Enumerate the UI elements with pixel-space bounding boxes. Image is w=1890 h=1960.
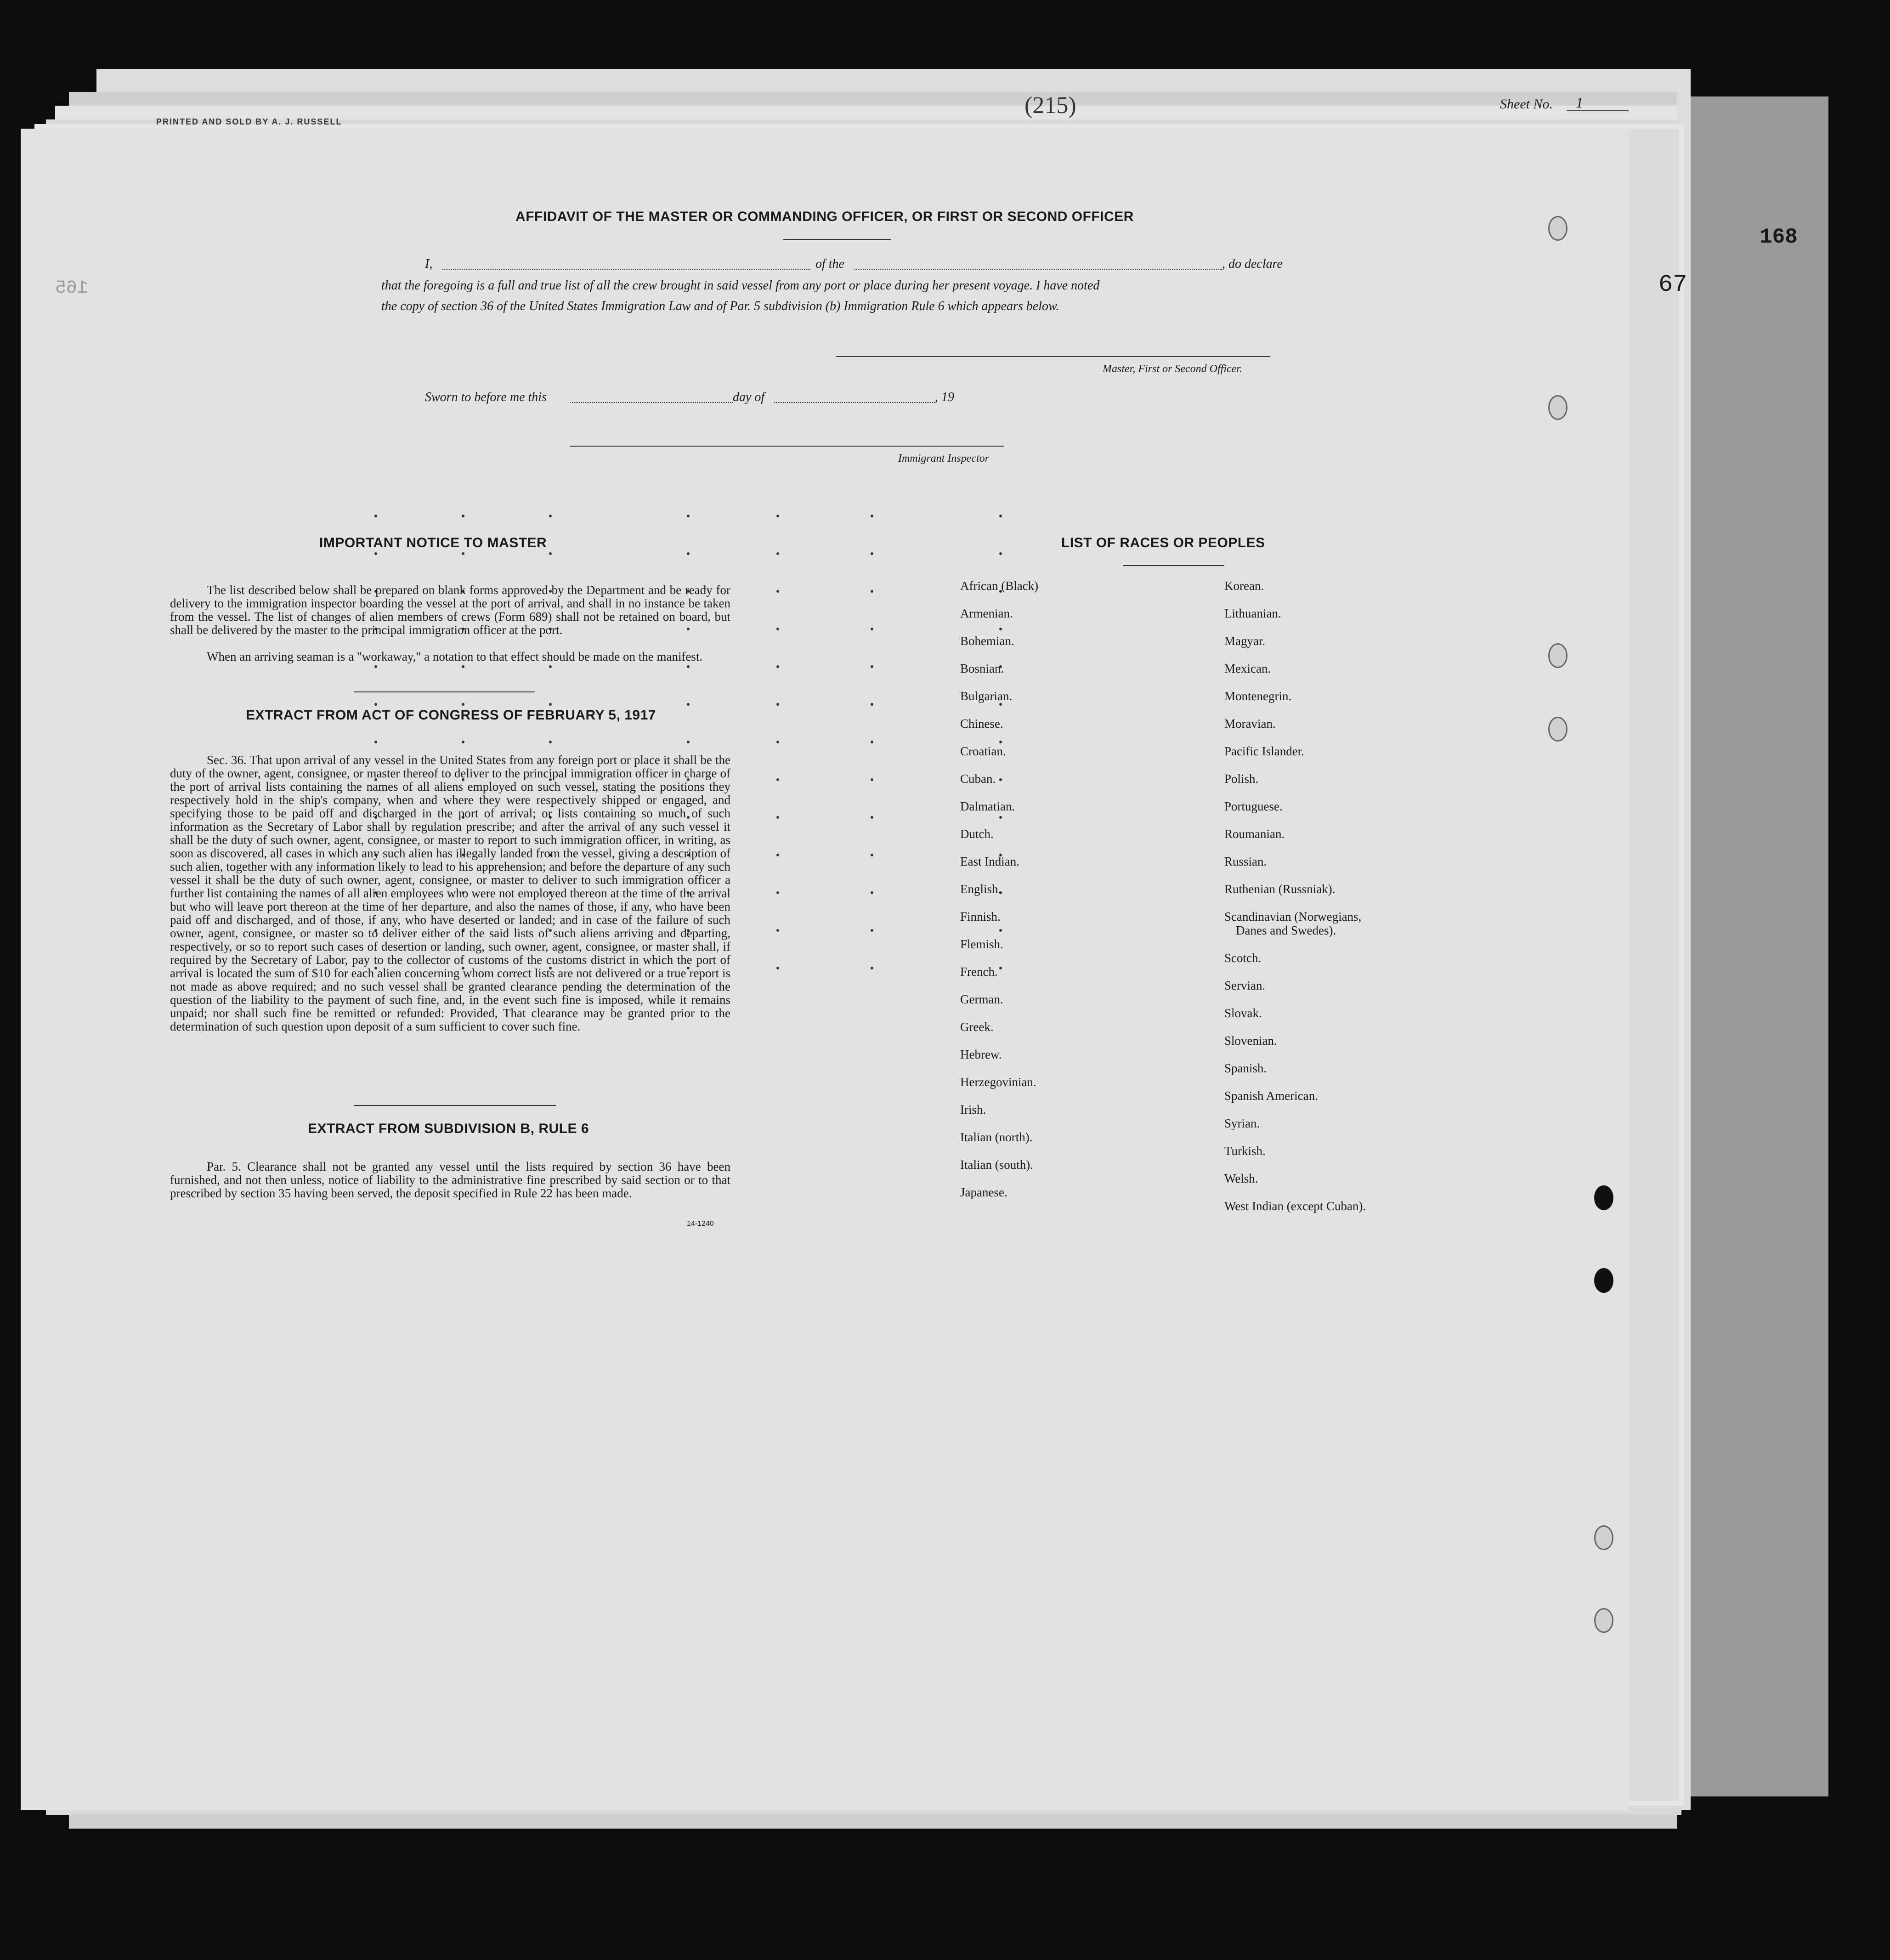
grid-dot (776, 703, 779, 706)
race-item: Mexican. (1224, 662, 1271, 675)
grid-dot (687, 665, 690, 668)
grid-dot (999, 967, 1002, 969)
grid-dot (776, 741, 779, 743)
races-title: LIST OF RACES OR PEOPLES (1061, 535, 1265, 550)
sworn-year-label: , 19 (935, 390, 954, 404)
race-item: Cuban. (960, 772, 996, 786)
race-item: Pacific Islander. (1224, 744, 1304, 758)
sheet-number-value: 1 (1576, 94, 1583, 111)
binder-hole (1594, 1525, 1613, 1550)
race-item: Welsh. (1224, 1172, 1258, 1185)
race-item: Ruthenian (Russniak). (1224, 882, 1335, 896)
grid-dot (462, 741, 464, 743)
race-item: Turkish. (1224, 1144, 1266, 1158)
vessel-label: of the (815, 257, 844, 271)
grid-dot (871, 628, 873, 630)
grid-dot (462, 515, 464, 517)
race-item: West Indian (except Cuban). (1224, 1199, 1366, 1213)
race-item: Lithuanian. (1224, 606, 1281, 620)
race-item: Spanish American. (1224, 1089, 1318, 1103)
sheet-number-label: Sheet No. (1500, 96, 1553, 112)
grid-dot (687, 703, 690, 706)
race-item: Herzegovinian. (960, 1075, 1036, 1089)
race-item: Portuguese. (1224, 799, 1283, 813)
race-item: Italian (north). (960, 1130, 1033, 1144)
race-item: Bosnian. (960, 662, 1004, 675)
grid-dot (871, 703, 873, 706)
grid-dot (776, 665, 779, 668)
binder-hole (1548, 395, 1567, 420)
race-item: German. (960, 992, 1003, 1006)
sheet-number-rule (1567, 110, 1629, 111)
printer-imprint: PRINTED AND SOLD BY A. J. RUSSELL (156, 117, 342, 126)
sworn-month-field[interactable] (774, 402, 935, 403)
sworn-day-field[interactable] (570, 402, 733, 403)
handwritten-number: (215) (1024, 92, 1076, 119)
race-item: Japanese. (960, 1185, 1007, 1199)
race-item: Syrian. (1224, 1116, 1260, 1130)
stamp-number: 168 (1760, 225, 1798, 249)
race-item: Hebrew. (960, 1048, 1002, 1061)
grid-dot (776, 967, 779, 969)
rule-extract-title: EXTRACT FROM SUBDIVISION B, RULE 6 (308, 1121, 589, 1136)
grid-dot (871, 854, 873, 856)
grid-dot (776, 515, 779, 517)
declarant-name-field[interactable] (442, 269, 810, 270)
race-item: Servian. (1224, 979, 1266, 992)
notice-title: IMPORTANT NOTICE TO MASTER (319, 535, 547, 550)
grid-dot (999, 816, 1002, 819)
grid-dot (776, 891, 779, 894)
grid-dot (462, 665, 464, 668)
grid-dot (871, 929, 873, 932)
grid-dot (549, 703, 552, 706)
race-item: Dutch. (960, 827, 994, 841)
race-item: Korean. (1224, 579, 1264, 593)
race-item: Roumanian. (1224, 827, 1285, 841)
grid-dot (871, 891, 873, 894)
act-extract-body: Sec. 36. That upon arrival of any vessel in the United States from any foreign port or place it shall be the duty of the owner, agent, consignee, or master thereof to deliver to the principal immigration officer in charge of the port of arrival lists containing the names of all aliens employed on such vessel, stating the positions they respectively hold in the ship's company, when and where they were respectively shipped or engaged, and specifying those to be paid off and discharged in the port of arrival; or lists containing so much of such information as the Secretary of Labor shall by regulation prescribe; and after the arrival of any such vessel it shall be the duty of such owner, agent, consignee, or master to report to such immigration officer, in writing, as soon as discovered, all cases in which any such alien has illegally landed from the vessel, giving a description of such alien, together with any information likely to lead to his apprehension; and before the departure of any such vessel it shall be the duty of such owner, agent, consignee, or master to deliver to such immigration officer a further list containing the names of all alien employees who were not employed thereon at the time of the arrival but who will leave port thereon at the time of her departure, and also the names of those, if any, who have been paid off and discharged, and of those, if any, who have deserted or landed; and in case of the failure of such owner, agent, consignee, or master so to deliver either of the said lists of such aliens arriving and departing, respectively, or so to report such cases of desertion or landing, such owner, agent, consignee, or master shall, if required by the Secretary of Labor, pay to the collector of customs of the customs district in which the port of arrival is located the sum of $10 for each alien concerning whom correct lists are not delivered or a true report is not made as above required; and no such vessel shall be granted clearance pending the determination of the question of the liability to the payment of such fine, and, in the event such fine is imposed, while it remains unpaid; nor shall such fine be remitted or refunded: Provided, That clearance may be granted prior to the determination of such question upon deposit of a sum sufficient to cover such fine. (170, 753, 730, 1033)
grid-dot (776, 929, 779, 932)
grid-dot (871, 515, 873, 517)
under-sheet-number: 67 (1658, 271, 1687, 298)
binder-hole (1594, 1185, 1613, 1210)
race-item: Italian (south). (960, 1158, 1033, 1172)
binder-hole (1548, 216, 1567, 241)
race-item: Armenian. (960, 606, 1013, 620)
grid-dot (776, 552, 779, 555)
race-item: Scotch. (1224, 951, 1262, 965)
sworn-day-label: day of (733, 390, 765, 404)
grid-dot (374, 703, 377, 706)
grid-dot (776, 590, 779, 593)
race-item: Flemish. (960, 937, 1003, 951)
race-item: Chinese. (960, 717, 1003, 731)
grid-dot (871, 590, 873, 593)
race-item: Bulgarian. (960, 689, 1013, 703)
act-extract-title: EXTRACT FROM ACT OF CONGRESS OF FEBRUARY 5, 1917 (246, 708, 656, 723)
race-item: Slovenian. (1224, 1034, 1277, 1048)
affidavit-sheet (21, 129, 1629, 1810)
notice-rule (354, 691, 535, 692)
race-item: Moravian. (1224, 717, 1276, 731)
grid-dot (374, 552, 377, 555)
binder-hole (1548, 717, 1567, 742)
bleed-through-number: 165 (55, 278, 89, 299)
race-item: Finnish. (960, 910, 1001, 923)
grid-dot (549, 552, 552, 555)
race-item: Montenegrin. (1224, 689, 1292, 703)
master-signature-label: Master, First or Second Officer. (1103, 363, 1242, 375)
act-rule (354, 1105, 556, 1106)
race-item: African (Black) (960, 579, 1039, 593)
grid-dot (776, 778, 779, 781)
grid-dot (549, 741, 552, 743)
grid-dot (776, 628, 779, 630)
race-item: Danes and Swedes). (1236, 923, 1336, 937)
grid-dot (374, 665, 377, 668)
race-item: Dalmatian. (960, 799, 1015, 813)
declare-label: , do declare (1222, 257, 1283, 271)
race-item: Magyar. (1224, 634, 1266, 648)
grid-dot (776, 816, 779, 819)
race-item: Croatian. (960, 744, 1006, 758)
affidavit-title: AFFIDAVIT OF THE MASTER OR COMMANDING OFFICER, OR FIRST OR SECOND OFFICER (515, 209, 1134, 224)
race-item: English. (960, 882, 1002, 896)
grid-dot (687, 552, 690, 555)
binder-hole (1548, 643, 1567, 668)
grid-dot (999, 515, 1002, 517)
rule-extract-body: Par. 5. Clearance shall not be granted any vessel until the lists required by section 36 have been furnished, and not then unless, notice of liability to the administrative fine prescribed by said section or to that prescribed by section 35 having been served, the deposit specified in Rule 22 has been made. (170, 1160, 730, 1200)
declarant-label: I, (425, 257, 433, 271)
grid-dot (871, 778, 873, 781)
grid-dot (999, 741, 1002, 743)
race-item: Russian. (1224, 855, 1267, 868)
race-item: Irish. (960, 1103, 986, 1116)
grid-dot (374, 515, 377, 517)
grid-dot (871, 816, 873, 819)
race-item: Greek. (960, 1020, 994, 1034)
race-item: Polish. (1224, 772, 1259, 786)
grid-dot (462, 703, 464, 706)
race-item: Scandinavian (Norwegians, (1224, 910, 1362, 923)
grid-dot (776, 854, 779, 856)
binder-hole (1594, 1268, 1613, 1293)
affidavit-text-line3: the copy of section 36 of the United States Immigration Law and of Par. 5 subdivision (b) Immigration Rule 6 which appears below. (381, 299, 1059, 313)
race-item: Spanish. (1224, 1061, 1267, 1075)
race-item: French. (960, 965, 998, 979)
grid-dot (687, 515, 690, 517)
grid-dot (549, 515, 552, 517)
grid-dot (999, 552, 1002, 555)
grid-dot (999, 628, 1002, 630)
affidavit-text-line2: that the foregoing is a full and true list of all the crew brought in said vessel from any port or place during her present voyage. I have noted (381, 278, 1100, 293)
grid-dot (687, 741, 690, 743)
title-rule (783, 239, 891, 240)
grid-dot (871, 665, 873, 668)
race-item: East Indian. (960, 855, 1019, 868)
form-number: 14-1240 (687, 1220, 714, 1228)
grid-dot (871, 741, 873, 743)
grid-dot (374, 741, 377, 743)
inspector-signature-line[interactable] (570, 446, 1004, 447)
race-item: Slovak. (1224, 1006, 1262, 1020)
race-item: Bohemian. (960, 634, 1014, 648)
grid-dot (871, 552, 873, 555)
grid-dot (462, 552, 464, 555)
binder-hole (1594, 1608, 1613, 1633)
sworn-label: Sworn to before me this (425, 390, 547, 404)
notice-paragraph-1: The list described below shall be prepared on blank forms approved by the Department and be ready for delivery to the immigration inspector boarding the vessel at the port of arrival, and shall in no instance be taken from the vessel. The list of changes of alien members of crews (Form 689) shall not be retained on board, but shall be delivered by the master to the principal immigration officer at the port. (170, 583, 730, 637)
inspector-label: Immigrant Inspector (898, 453, 989, 465)
notice-paragraph-2: When an arriving seaman is a "workaway," a notation to that effect should be made on the manifest. (207, 650, 703, 663)
vessel-name-field[interactable] (854, 269, 1222, 270)
grid-dot (549, 665, 552, 668)
grid-dot (999, 778, 1002, 781)
grid-dot (999, 929, 1002, 932)
master-signature-line[interactable] (836, 356, 1270, 357)
grid-dot (871, 967, 873, 969)
races-rule (1123, 565, 1224, 566)
